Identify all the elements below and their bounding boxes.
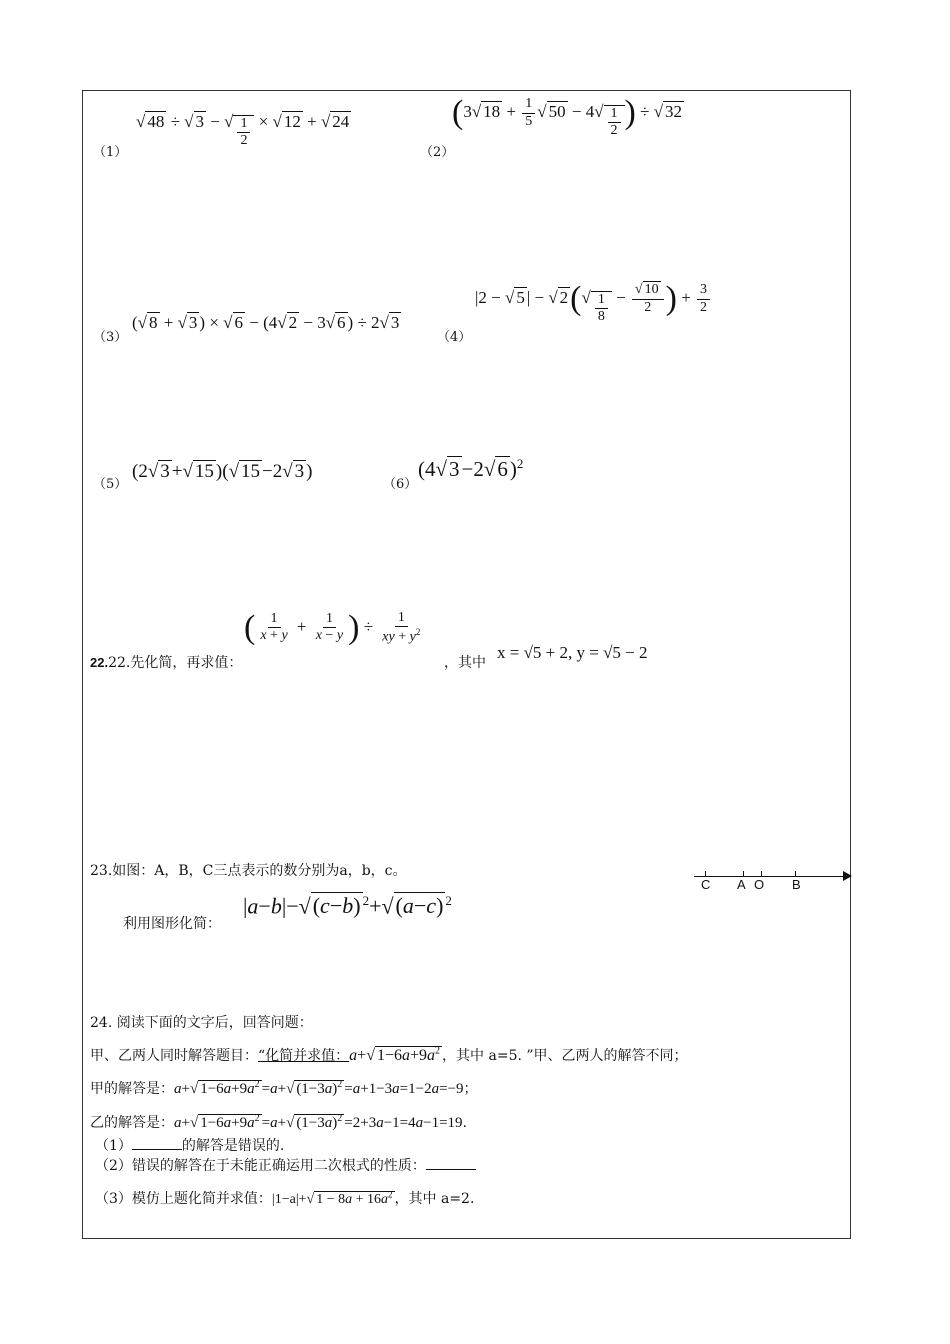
q24-jia-label: 甲的解答是：: [90, 1081, 174, 1097]
problem-6-label: （6）: [383, 477, 418, 492]
problem-1-expression: √ 48 ÷ √ 3 − √ $\frac{1}{2}$ × √ 12 + √ 24: [136, 112, 350, 149]
q24-sub1-prefix: （1）: [95, 1138, 132, 1154]
q24-sub1-suffix: 的解答是错误的.: [181, 1138, 285, 1154]
q24-yi: 乙的解答是：a+√ $1-6a+9a^2 =a+√$ $(1-3a)^2 =2+3a-1=4a-1=19$.: [90, 1113, 467, 1131]
number-line: [694, 876, 844, 877]
point-a: A: [737, 877, 746, 892]
q24-sub2-blank[interactable]: [426, 1157, 476, 1170]
point-b: B: [792, 877, 801, 892]
problem-3-label: （3）: [93, 330, 128, 345]
q24-sub3-prefix: （3）模仿上题化简并求值：: [95, 1191, 272, 1207]
q24-sub1: [95, 1135, 284, 1155]
q24-sub3: （3）模仿上题化简并求值：|1−a|+√ $1 - 8a + 16a^2$ ，其中 a=2.: [95, 1189, 475, 1207]
problem-4-label: （4）: [437, 330, 472, 345]
q24-jia-end: ；: [463, 1081, 478, 1097]
q22-label: 22.22.先化简，再求值：: [90, 655, 243, 671]
q23-text: 23.如图：A，B，C三点表示的数分别为a，b，c。: [90, 863, 407, 879]
point-c: C: [701, 877, 711, 892]
q24-sub2: [95, 1155, 476, 1175]
q22-expression: ( $\frac{1}{x + y}$ + $\frac{1}{x - y}$ ) ÷ $\frac{1}{xy + y^2}$: [244, 608, 421, 646]
q24-jia: 甲的解答是：a+√ $1-6a+9a^2 =a+√$ $(1-3a)^2 =a+1-3a=1-2a=-9$；: [90, 1079, 478, 1097]
number-line-arrow-icon: [843, 871, 852, 881]
point-o: O: [754, 877, 765, 892]
q24-intro-underlined: “化简并求值：: [258, 1048, 350, 1064]
q22-label-text: 22.先化简，再求值：: [108, 655, 243, 671]
problem-5-label: （5）: [93, 477, 128, 492]
problem-5-expression: (2√ 3 +√ 15 )(√ 15 −2√ 3 ): [132, 461, 313, 482]
q24-sub1-blank[interactable]: [132, 1137, 182, 1150]
q24-title: 24. 阅读下面的文字后，回答问题：: [90, 1015, 313, 1031]
problem-6-expression: $(4√3-2√6)^2$: [418, 456, 524, 481]
q23-expression: |a−b|−√(c−b) $^2$+√(a−c) $^2$: [243, 893, 452, 919]
q24-yi-label: 乙的解答是：: [90, 1115, 174, 1131]
q24-sub3-suffix: ，其中 a=2.: [394, 1191, 475, 1207]
problem-2-expression: (3√ 18 + $\frac{1}{5}$ √ 50 − 4√ $\frac{1}{2}$ ) ÷ √ 32: [452, 94, 683, 138]
q24-intro-suffix: ，其中 a=5. ”甲、乙两人的解答不同；: [442, 1048, 688, 1064]
problem-4-expression: |2 − √ 5 | − √ 2(√ $\frac{1}{8}$ − $\frac{√ 10}{2}$ ) + $\frac{3}{2}$: [475, 282, 712, 325]
q22-where: ，其中: [444, 655, 486, 671]
q24-sub2-text: （2）错误的解答在于未能正确运用二次根式的性质：: [95, 1158, 426, 1174]
q24-yi-end: .: [462, 1115, 467, 1131]
q22-condition: x = √5 + 2, y = √5 − 2: [497, 643, 648, 662]
problem-1-label: （1）: [93, 145, 128, 160]
problem-3-expression: (√ 8 + √ 3 ) × √ 6 − (4√ 2 − 3√ 6 ) ÷ 2√ 3: [132, 313, 400, 332]
q24-intro: 甲、乙两人同时解答题目：“化简并求值：a+√ $1-6a+9a^2$ ，其中 a=5. ”甲、乙两人的解答不同；: [90, 1045, 688, 1064]
q24-intro-prefix: 甲、乙两人同时解答题目：: [90, 1048, 258, 1064]
problem-2-label: （2）: [420, 145, 455, 160]
q23-simplify-label: 利用图形化简：: [123, 916, 221, 932]
